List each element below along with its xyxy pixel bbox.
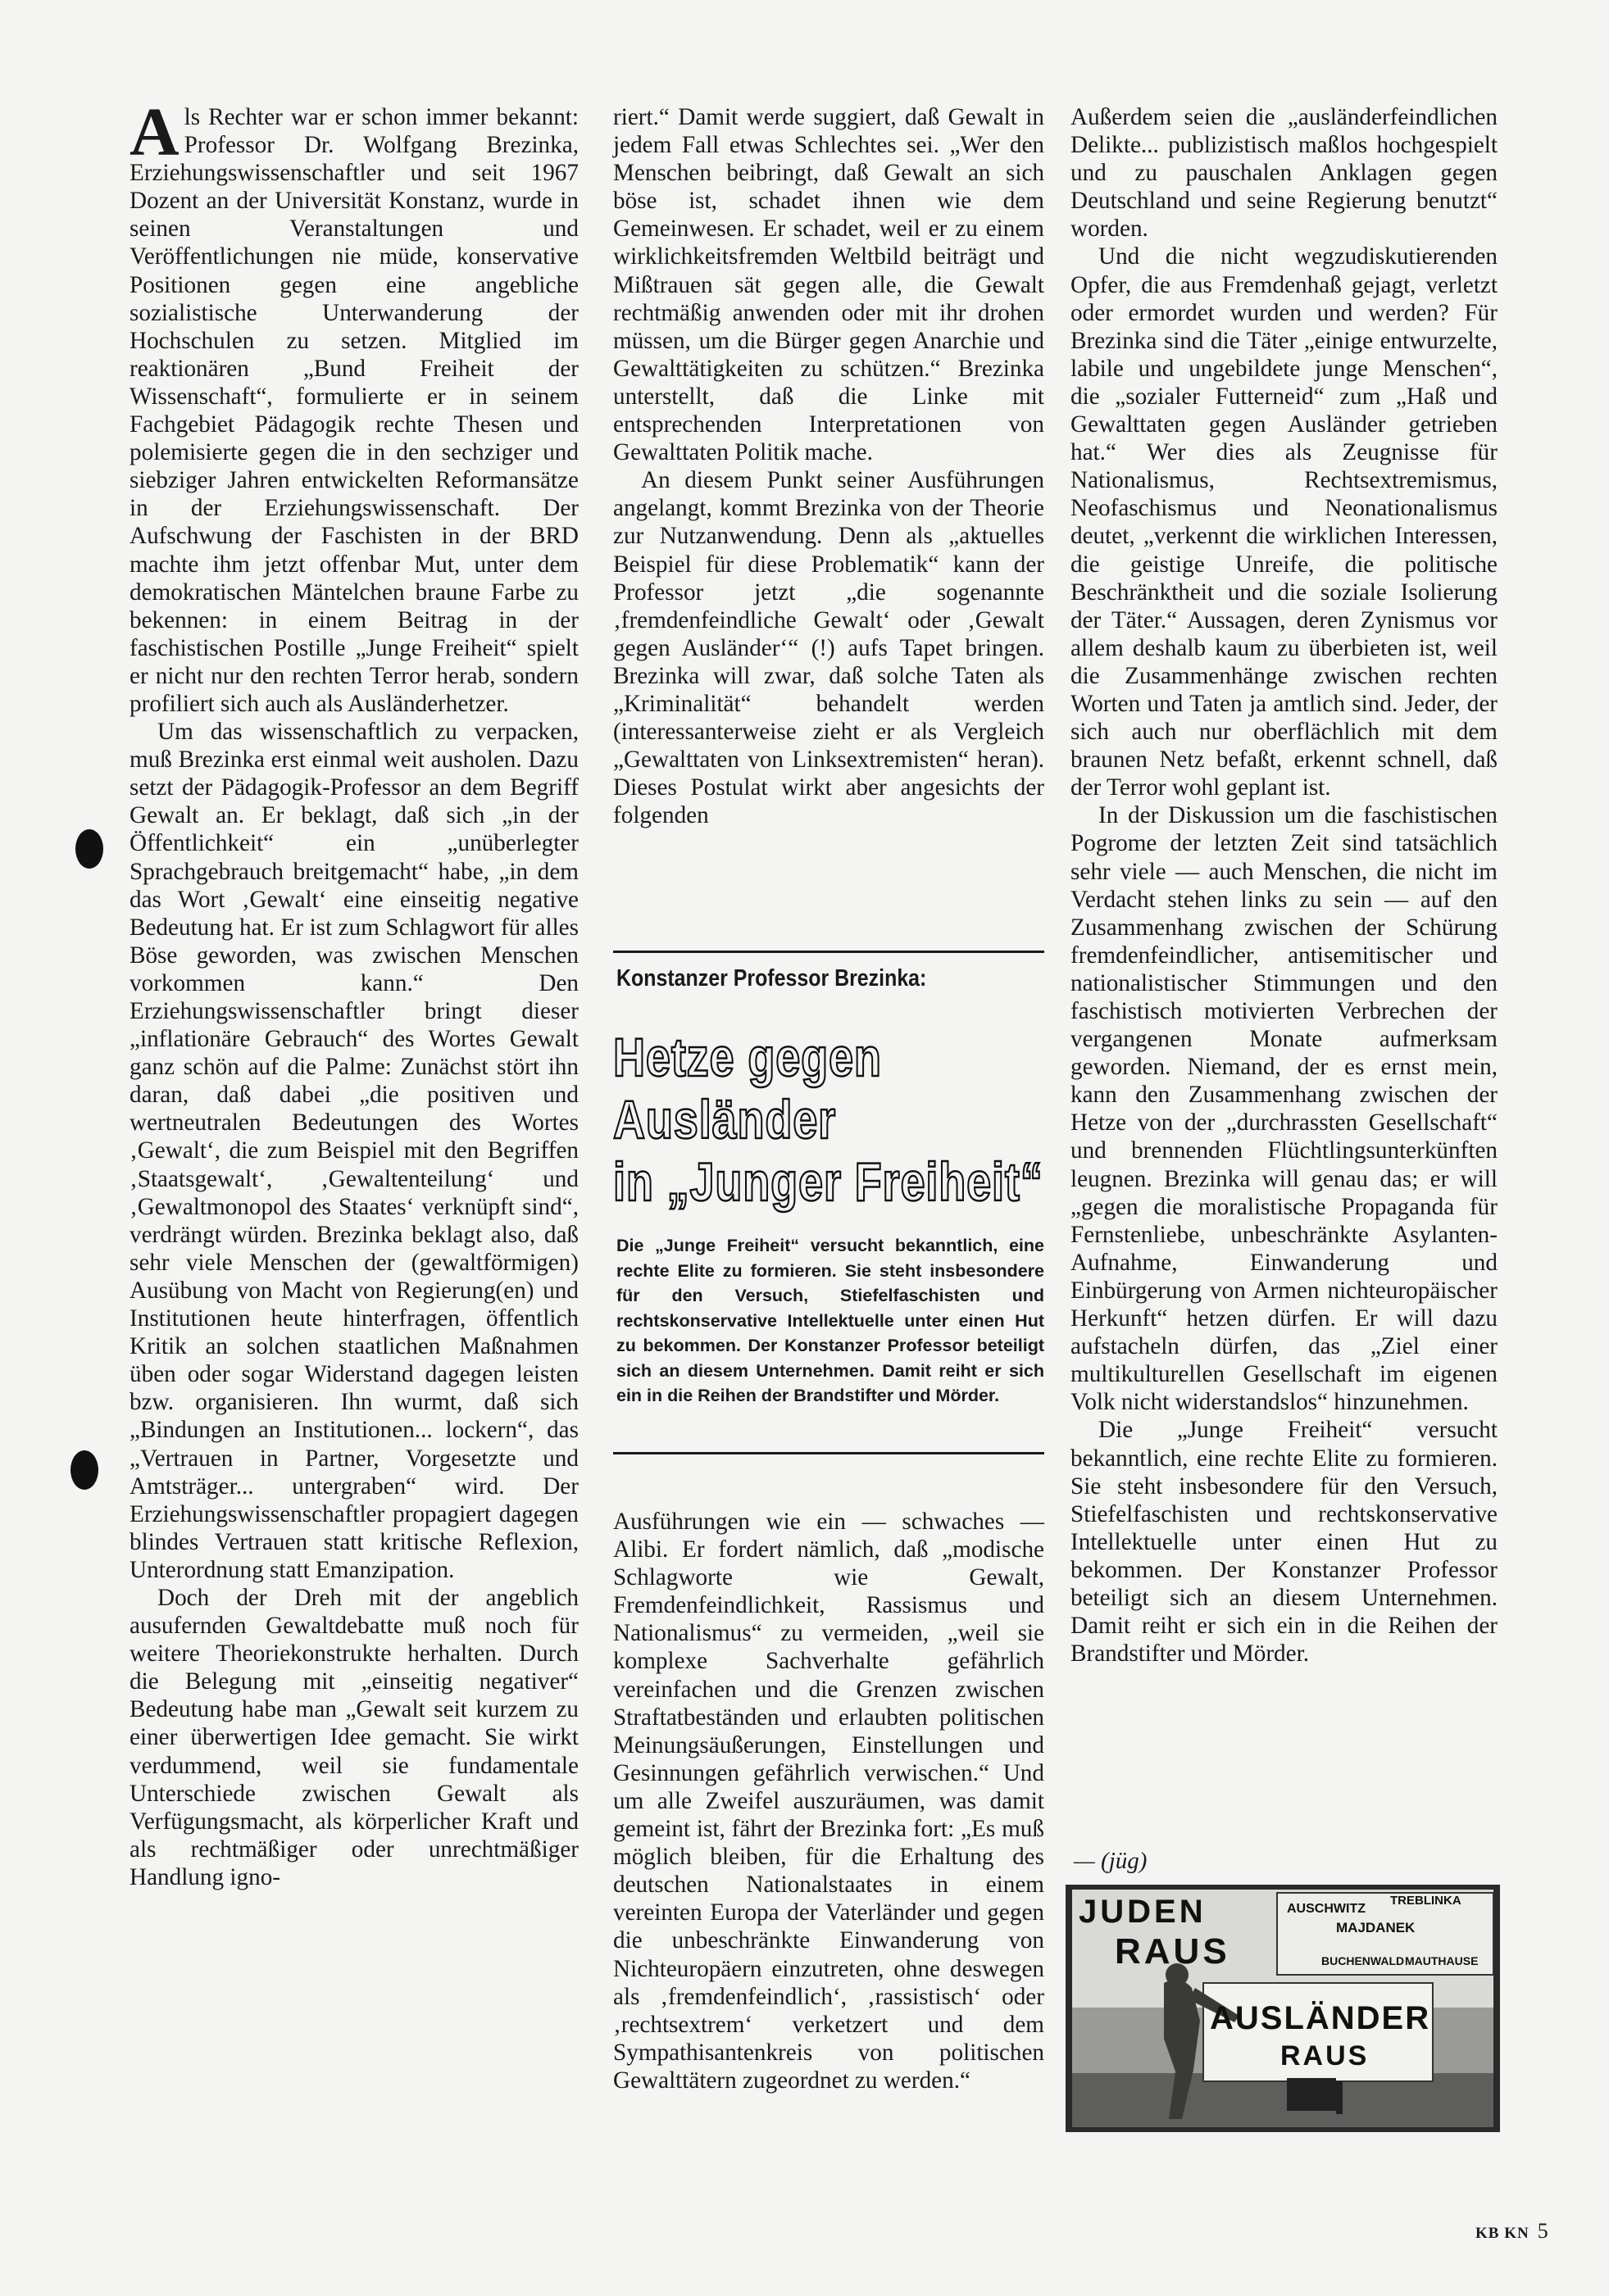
- page-number: 5: [1537, 2219, 1548, 2243]
- graffiti-text: BUCHENWALD: [1321, 1954, 1405, 1967]
- article-column-1: [130, 94, 579, 1891]
- paragraph: Die „Junge Freiheit“ versucht bekanntlich, eine rechte Elite zu formieren. Sie steht insbesondere für den Versuch, Stiefelfaschisten und rechtskonservative Intellektuelle unter einen Hut zu bekommen. Der Konstanzer Professor beteiligt sich an diesem Unternehmen. Damit reiht er sich ein in die Reihen der Brandstifter und Mörder.: [1070, 1417, 1498, 1668]
- graffiti-text: AUSCHWITZ: [1287, 1902, 1366, 1916]
- article-column-2-top: [613, 103, 1044, 829]
- headline-bottom-rule: [613, 1452, 1044, 1454]
- headline-line: Hetze gegen: [613, 1027, 882, 1087]
- article-column-3: [1070, 103, 1498, 1668]
- graffiti-photo: [1066, 1885, 1500, 2132]
- headline-line: Ausländer: [613, 1089, 837, 1150]
- headline-top-rule: [613, 951, 1044, 953]
- punch-hole-top: [75, 829, 103, 869]
- paragraph: Als Rechter war er schon immer bekannt: Professor Dr. Wolfgang Brezinka, Erziehungswissenschaftler und seit 1967 Dozent an der Universität Konstanz, wurde in seinen Veranstaltungen und Veröffentlichungen nie müde, konservative Positionen gegen eine angebliche sozialistische Unterwanderung der Hochschulen zu setzen. Mitglied im reaktionären „Bund Freiheit der Wissenschaft“, formulierte er in seinem Fachgebiet Pädagogik rechte Thesen und polemisierte gegen die in den sechziger und siebziger Jahren entwickelten Reformansätze in der Erziehungswissenschaft. Der Aufschwung der Faschisten in der BRD machte ihm jetzt offenbar Mut, unter dem demokratischen Mäntelchen braune Farbe zu bekennen: in einem Beitrag in der faschistischen Postille „Junge Freiheit“ spielt er nicht nur den rechten Terror herab, sondern profiliert sich auch als Ausländerhetzer.: [130, 94, 579, 717]
- article-column-2-bottom: [613, 1508, 1044, 2094]
- graffiti-text: AUSLÄNDER: [1210, 2000, 1431, 2036]
- graffiti-text: TREBLINKA: [1390, 1894, 1461, 1908]
- paragraph: riert.“ Damit werde suggiert, daß Gewalt in jedem Fall etwas Schlechtes sei. „Wer den Menschen beibringt, daß Gewalt an sich böse ist, schadet ihnen wie dem Gemeinwesen. Er schadet, weil er zu einem wirklichkeitsfremden Weltbild beiträgt und Mißtrauen sät gegen alle, die Gewalt rechtmäßig anwenden oder mit ihr drohen müssen, um die Bürger gegen Anarchie und Gewalttätigkeiten zu schützen.“ Brezinka unterstellt, daß die Linke mit entsprechenden Interpretationen von Gewalttaten Politik mache.: [613, 104, 1044, 466]
- paragraph: Um das wissenschaftlich zu verpacken, muß Brezinka erst einmal weit ausholen. Dazu setzt der Pädagogik-Professor an dem Begriff Gewalt an. Er beklagt, daß sich „in der Öffentlichkeit“ ein „unüberlegter Sprachgebrauch breitgemacht“ habe, „in dem das Wort ‚Gewalt‘ eine einseitig negative Bedeutung hat. Er ist zum Schlagwort für alles Böse geworden, was zwischen Menschen vorkommen kann.“ Den Erziehungswissenschaftler bringt dieser „inflationäre Gebrauch“ des Wortes Gewalt ganz schön auf die Palme: Zunächst stört ihn daran, daß dabei „die positiven und wertneutralen Bedeutungen des Wortes ‚Gewalt‘, die zum Beispiel mit den Begriffen ‚Staatsgewalt‘, ‚Gewaltenteilung‘ und ‚Gewaltmonopol des Staates‘ verknüpft sind“, verdrängt würden. Brezinka beklagt also, daß sehr viele Menschen der (gewaltförmigen) Ausübung von Macht von Regierung(en) und Institutionen heute hinterfragen, öffentlich Kritik an solchen staatlichen Maßnahmen üben oder sogar Widerstand dagegen leisten bzw. organisieren. Ihn wurmt, daß sich „Bindungen an Institutionen... lockern“, das „Vertrauen in Partner, Vorgesetzte und Amtsträger... untergraben“ wird. Der Erziehungswissenschaftler propagiert dagegen blindes Vertrauen statt kritische Reflexion, Unterordnung statt Emanzipation.: [130, 719, 579, 1583]
- graffiti-text: RAUS: [1115, 1931, 1230, 1972]
- paragraph: In der Diskussion um die faschistischen Pogrome der letzten Zeit sind tatsächlich sehr viele — auch Menschen, die nicht im Verdacht stehen links zu sein — auf den Zusammenhang zwischen der Schürung fremdenfeindlicher, antisemitischer und nationalistischer Stimmungen und den faschistisch motivierten Verbrechen der vergangenen Monate aufmerksam geworden. Niemand, der es ernst mein, kann den Zusammenhang zwischen der Hetze von der „durchrassten Gesellschaft“ und brennenden Flüchtlingsunterkünften leugnen. Brezinka will genau das; er will „gegen die moralistische Propaganda für Fernstenliebe, unbeschränkte Asylanten-Aufnahme, Einwanderung und Einbürgerung von Armen nichteuropäischer Herkunft“ hetzen dürfen. Er will dazu aufstacheln dürfen, das „Ziel einer multikulturellen Gesellschaft im eigenen Volk nicht widerstandslos“ hinzunehmen.: [1070, 802, 1498, 1416]
- author-signature: — (jüg): [1074, 1848, 1148, 1874]
- teaser: Die „Junge Freiheit“ versucht bekanntlich, eine rechte Elite zu formieren. Sie steht insbesondere für den Versuch, Stiefelfaschisten und rechtskonservative Intellektuelle unter einen Hut zu bekommen. Der Konstanzer Professor beteiligt sich an diesem Unternehmen. Damit reiht er sich ein in die Reihen der Brandstifter und Mörder.: [616, 1236, 1044, 1405]
- paragraph: Doch der Dreh mit der angeblich ausufernden Gewaltdebatte muß noch für weitere Theoriekonstrukte herhalten. Durch die Belegung mit „einseitig negativer“ Bedeutung habe man „Gewalt seit kurzem zu einer überwertigen Idee gemacht. Sie wirkt verdummend, weil sie fundamentale Unterschiede zwischen Gewalt als Verfügungsmacht, als körperlicher Kraft und als rechtmäßiger oder unrechtmäßiger Handlung igno-: [130, 1584, 579, 1890]
- graffiti-text: MAUTHAUSE: [1405, 1954, 1479, 1967]
- kicker: Konstanzer Professor Brezinka:: [616, 965, 927, 991]
- drop-cap: A: [130, 94, 180, 170]
- paragraph: An diesem Punkt seiner Ausführungen angelangt, kommt Brezinka von der Theorie zur Nutzanwendung. Denn als „aktuelles Beispiel für diese Problematik“ kann der Professor jetzt „die sogenannte ‚fremdenfeindliche Gewalt‘ oder ‚Gewalt gegen Ausländer‘“ (!) aufs Tapet bringen. Brezinka will zwar, daß solche Taten als „Kriminalität“ behandelt werden (interessanterweise zieht er als Vergleich „Gewalttaten von Linksextremisten“ heran). Dieses Postulat wirkt aber angesichts der folgenden: [613, 467, 1044, 829]
- paragraph: Außerdem seien die „ausländerfeindlichen Delikte... publizistisch maßlos hochgespielt und zu pauschalen Anklagen gegen Deutschland und seine Regierung benutzt“ worden.: [1070, 104, 1498, 243]
- graffiti-text: MAJDANEK: [1336, 1920, 1416, 1935]
- headline: [613, 1026, 1043, 1213]
- punch-hole-bottom: [70, 1450, 98, 1490]
- page-footer: [1475, 2219, 1548, 2244]
- paragraph: Und die nicht wegzudiskutierenden Opfer, die aus Fremdenhaß gejagt, verletzt oder ermordet wurden und werden? Für Brezinka sind die Täter „einige entwurzelte, labile und ungebildete junge Menschen“, die „sozialer Futterneid“ zum „Haß und Gewalttaten gegen Ausländer getrieben hat.“ Wer dies als Zeugnisse für Nationalismus, Rechtsextremismus, Neofaschismus und Neonationalismus deutet, „verkennt die wirklichen Interessen, die geistige Unreife, die politische Beschränktheit und die soziale Isolierung der Täter.“ Aussagen, deren Zynismus vor allem deshalb kaum zu überbieten ist, weil die Zusammenhänge zwischen rechten Worten und Taten ja amtlich sind. Jeder, der sich auch nur oberflächlich mit dem braunen Netz befaßt, erkennt schnell, daß der Terror wohl geplant ist.: [1070, 243, 1498, 801]
- graffiti-text: JUDEN: [1079, 1894, 1207, 1930]
- headline-line: in „Junger Freiheit“: [613, 1151, 1043, 1212]
- graffiti-text: RAUS: [1280, 2040, 1370, 2071]
- paragraph: Ausführungen wie ein — schwaches — Alibi. Er fordert nämlich, daß „modische Schlagworte wie Gewalt, Fremdenfeindlichkeit, Rassismus und Nationalismus“ zu vermeiden, „weil sie komplexe Sachverhalte gefährlich vereinfachen und die Grenzen zwischen Straftatbeständen und erlaubten politischen Meinungsäußerungen, Einstellungen und Gesinnungen gefährlich verwischen.“ Und um alle Zweifel auszuräumen, was damit gemeint ist, fährt der Brezinka fort: „Es muß möglich bleiben, für die Erhaltung des deutschen Nationalstaates in einem vereinten Europa der Vaterländer und gegen die unbeschränkte Einwanderung von Nichteuropäern einzutreten, ohne deswegen als ‚fremdenfeindlich‘, ‚rassistisch‘ oder ‚rechtsextrem‘ verketzert und dem Sympathisantenkreis von politischen Gewalttätern zugeordnet zu werden.“: [613, 1509, 1044, 2094]
- publication-mark: KB KN: [1475, 2225, 1529, 2242]
